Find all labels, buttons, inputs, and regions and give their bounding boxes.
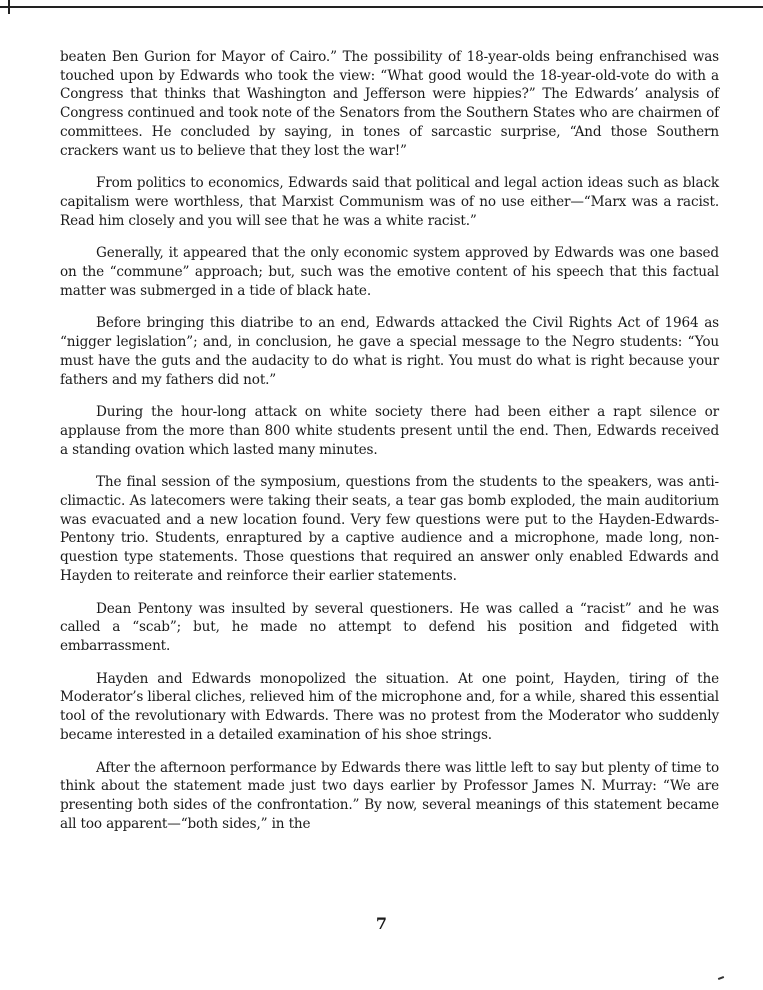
paragraph-economic-system: Generally, it appeared that the only economic system approved by Edwards was one based on the “commune” approach; but, such was the emotive content of his speech that this factual matter was submerged in a tide of black hate. <box>60 245 719 299</box>
paragraph-hayden-edwards: Hayden and Edwards monopolized the situation. At one point, Hayden, tiring of the Moderator’s liberal cliches, relieved him of the microphone and, for a while, shared this essential tool of the revolutionary with Edwards. There was no protest from the Moderator who suddenly became interested in a detailed examination of his shoe strings. <box>60 670 719 743</box>
paragraph-hour-long-attack: During the hour-long attack on white society there had been either a rapt silence or applause from the more than 800 white students present until the end. Then, Edwards received a standing ovation which lasted many minutes. <box>60 404 719 458</box>
paragraph-politics-to-economics: From politics to economics, Edwards said that political and legal action ideas such as black capitalism were worthless, that Marxist Communism was of no use either—“Marx was a racist. Read him closely and you will see that he was a white racist.” <box>60 175 719 229</box>
paragraph-final-session: The final session of the symposium, questions from the students to the speakers, was anti-climactic. As latecomers were taking their seats, a tear gas bomb exploded, the main auditorium was evacuated and a new location found. Very few questions were put to the Hayden-Edwards-Pentony trio. Students, enraptured by a captive audience and a microphone, made long, non-question type statements. Those questions that required an answer only enabled Edwards and Hayden to reiterate and reinforce their earlier statements. <box>60 474 719 584</box>
top-left-corner-mark <box>0 0 10 14</box>
paragraph-dean-pentony: Dean Pentony was insulted by several questioners. He was called a “racist” and he was called a “scab”; but, he made no attempt to defend his position and fidgeted with embarrassment. <box>60 600 719 654</box>
scan-mark <box>718 976 724 980</box>
paragraph-afternoon-performance: After the afternoon performance by Edwards there was little left to say but plenty of time to think about the statement made just two days earlier by Professor James N. Murray: “We are presenting both sides of the confrontation.” By now, several meanings of this statement became all too apparent—“both sides,” in the <box>60 759 719 832</box>
top-border-rule <box>0 6 763 8</box>
page-body <box>60 48 719 847</box>
page-number: 7 <box>375 914 388 933</box>
paragraph-continuation: beaten Ben Gurion for Mayor of Cairo.” The possibility of 18-year-olds being enfranchised was touched upon by Edwards who took the view: “What good would the 18-year-old-vote do with a Congress that thinks that Washington and Jefferson were hippies?” The Edwards’ analysis of Congress continued and took note of the Senators from the Southern States who are chairmen of committees. He concluded by saying, in tones of sarcastic surprise, “And those Southern crackers want us to believe that they lost the war!” <box>60 49 719 159</box>
paragraph-civil-rights-act: Before bringing this diatribe to an end, Edwards attacked the Civil Rights Act of 1964 as “nigger legislation”; and, in conclusion, he gave a special message to the Negro students: “You must have the guts and the audacity to do what is right. You must do what is right because your fathers and my fathers did not.” <box>60 315 719 388</box>
